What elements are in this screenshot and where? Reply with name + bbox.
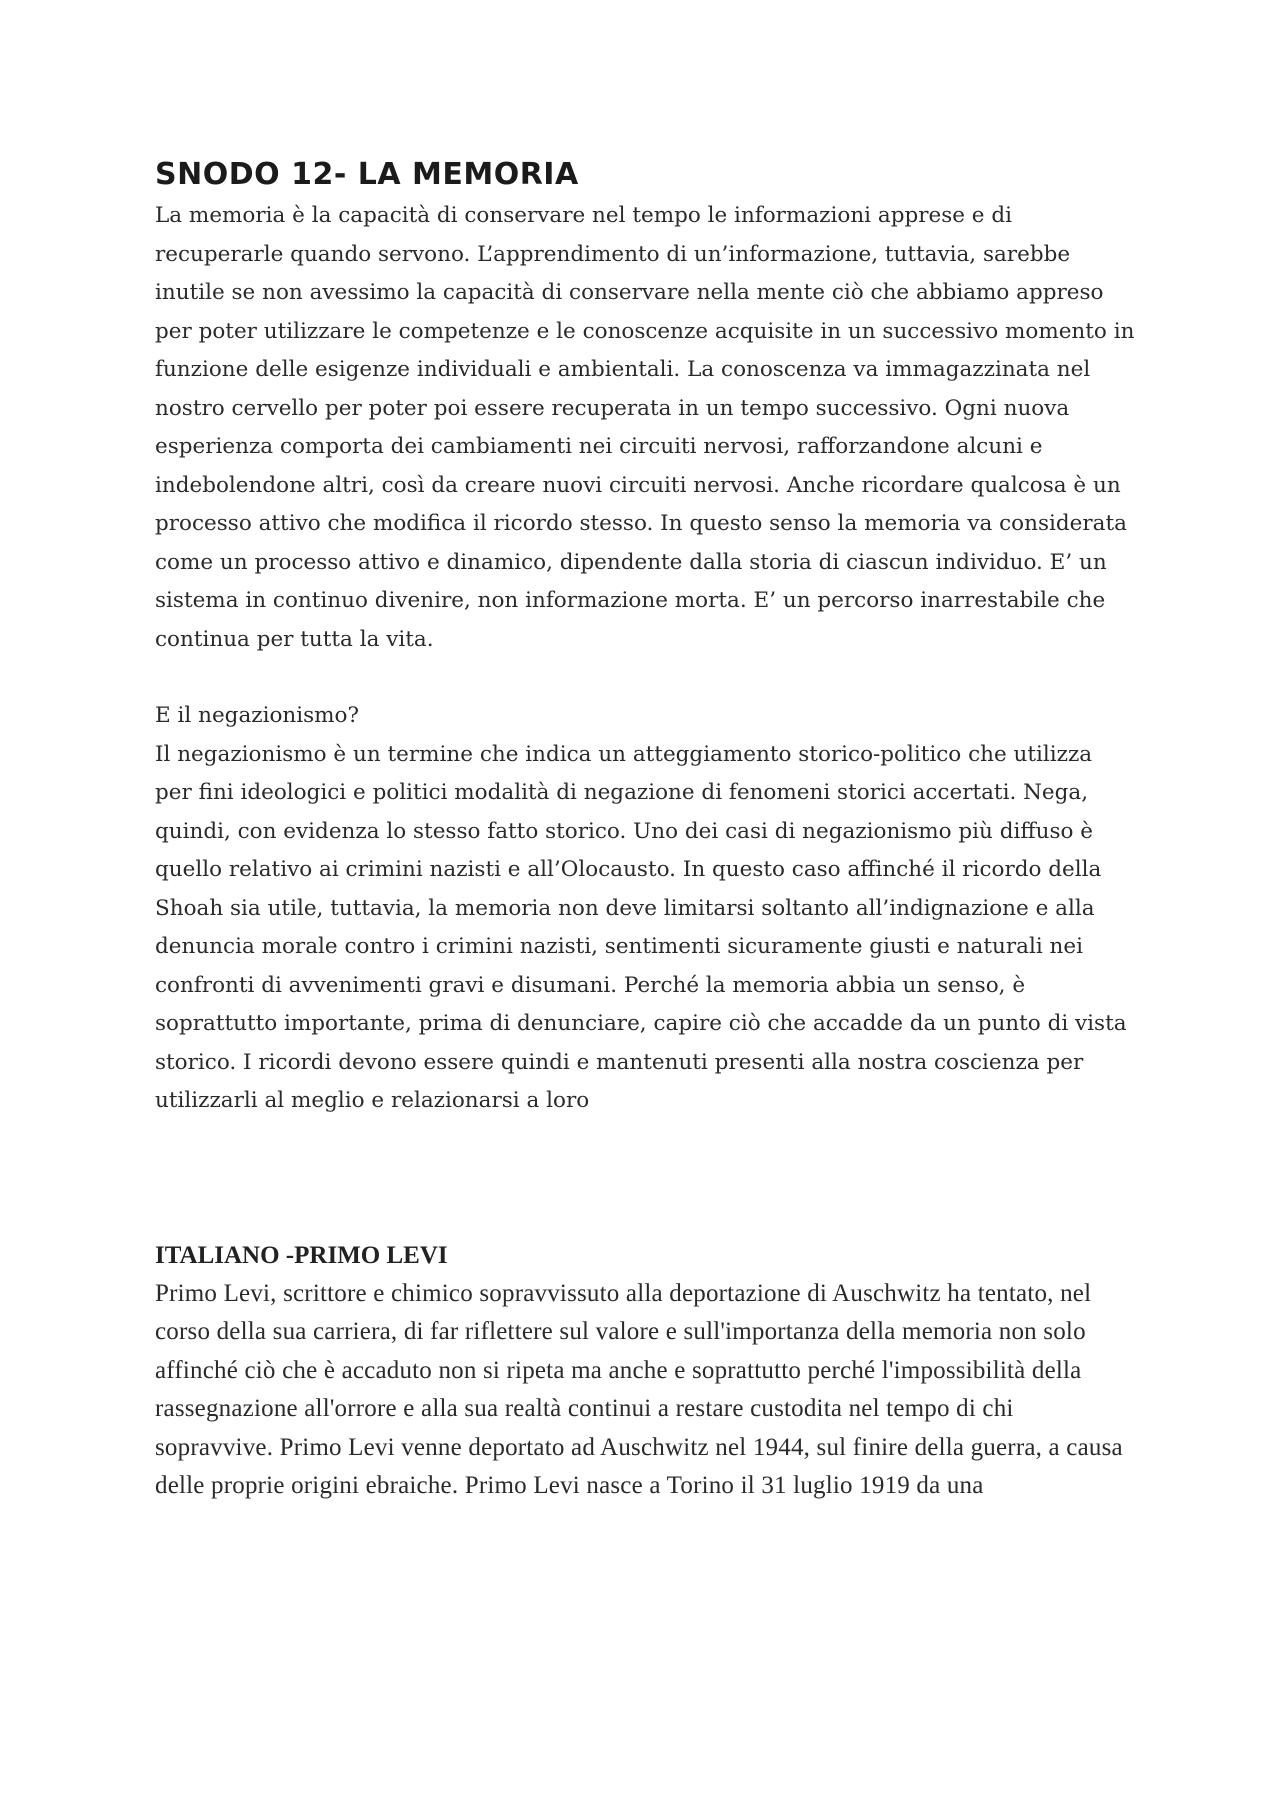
negazionismo-question: E il negazionismo? — [155, 703, 360, 728]
negazionismo-paragraph: Il negazionismo è un termine che indica un atteggiamento storico-politico che utilizza per fini ideologici e politici modalità di negazione di fenomeni storici accertati. Nega, quindi, con evidenza lo stesso fatto storico. Uno dei casi di negazionismo più diffuso è quello relativo ai crimini nazisti e all’Olocausto. In questo caso affinché il ricordo della Shoah sia utile, tuttavia, la memoria non deve limitarsi soltanto all’indignazione e alla denuncia morale contro i crimini nazisti, sentimenti sicuramente giusti e naturali nei confronti di avvenimenti gravi e disumani. Perché la memoria abbia un senso, è soprattutto importante, prima di denunciare, capire ciò che accadde da un punto di vista storico. I ricordi devono essere quindi e mantenuti presenti alla nostra coscienza per utilizzarli al meglio e relazionarsi a loro — [155, 741, 1127, 1113]
memoria-paragraph: La memoria è la capacità di conservare nel tempo le informazioni apprese e di recuperarle quando servono. L’apprendimento di un’informazione, tuttavia, sarebbe inutile se non avessimo la capacità di conservare nella mente ciò che abbiamo appreso per poter utilizzare le competenze e le conoscenze acquisite in un successivo momento in funzione delle esigenze individuali e ambientali. La conoscenza va immagazzinata nel nostro cervello per poter poi essere recuperata in un tempo successivo. Ogni nuova esperienza comporta dei cambiamenti nei circuiti nervosi, rafforzandone alcuni e indebolendone altri, così da creare nuovi circuiti nervosi. Anche ricordare qualcosa è un processo attivo che modifica il ricordo stesso. In questo senso la memoria va considerata come un processo attivo e dinamico, dipendente dalla storia di ciascun individuo. E’ un sistema in continuo divenire, non informazione morta. E’ un percorso inarrestabile che continua per tutta la vita. — [155, 203, 1135, 652]
paragraph-spacer — [155, 659, 1135, 697]
section-spacer — [155, 1121, 1135, 1237]
section-heading-memoria: SNODO 12- LA MEMORIA — [155, 157, 579, 192]
document-page — [155, 155, 1135, 1506]
primo-levi-paragraph: Primo Levi, scrittore e chimico sopravvissuto alla deportazione di Auschwitz ha tentato, nel corso della sua carriera, di far riflettere sul valore e sull'importanza della memoria non solo affinché ciò che è accaduto non si ripeta ma anche e soprattutto perché l'impossibilità della rassegnazione all'orrore e alla sua realtà continui a restare custodita nel tempo di chi sopravvive. Primo Levi venne deportato ad Auschwitz nel 1944, sul finire della guerra, a causa delle proprie origini ebraiche. Primo Levi nasce a Torino il 31 luglio 1919 da una — [155, 1279, 1123, 1500]
section-heading-primo-levi: ITALIANO -PRIMO LEVI — [155, 1241, 448, 1269]
